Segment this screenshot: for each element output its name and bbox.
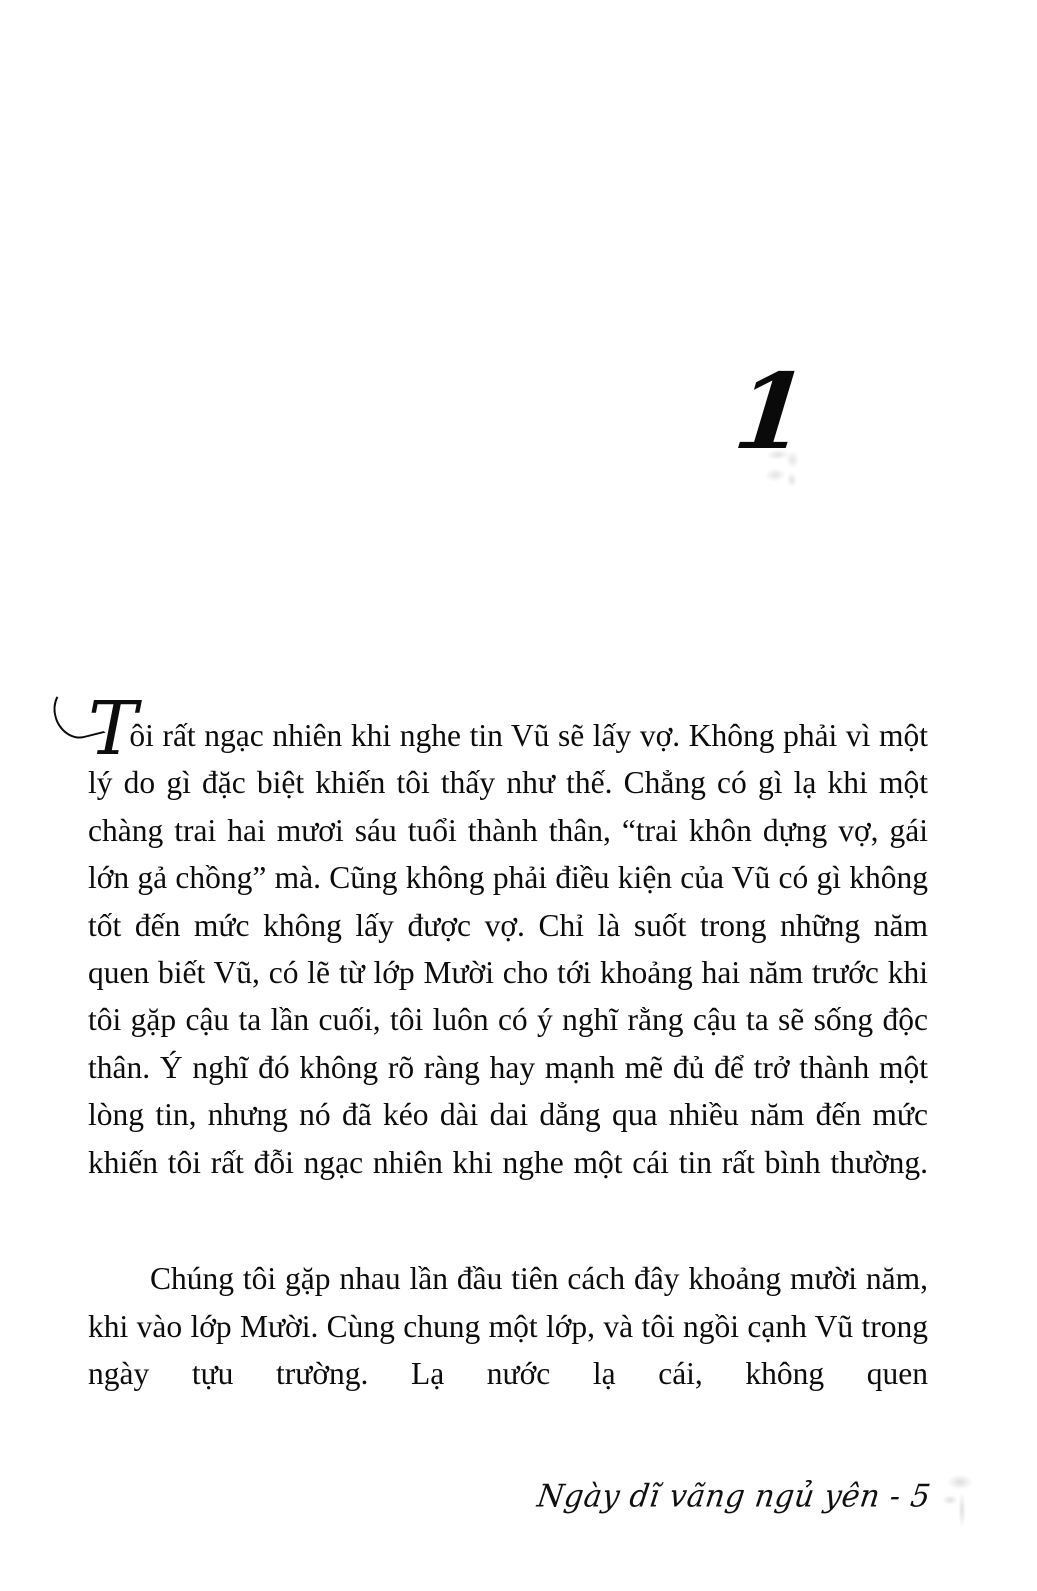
scan-smudge-artifact bbox=[938, 1466, 984, 1544]
running-title: Ngày dĩ vãng ngủ yên - 5 bbox=[535, 1478, 934, 1515]
chapter-heading bbox=[0, 350, 1037, 490]
page-footer bbox=[88, 1478, 934, 1515]
body-text bbox=[88, 686, 928, 1445]
paragraph-1: Tôi rất ngạc nhiên khi nghe tin Vũ sẽ lấy vợ. Không phải vì một lý do gì đặc biệt khiến tôi thấy như thế. Chẳng có gì lạ khi một chàng trai hai mươi sáu tuổi thành thân, “trai khôn dựng vợ, gái lớn gả chồng” mà. Cũng không phải điều kiện của Vũ có gì không tốt đến mức không lấy được vợ. Chỉ là suốt trong những năm quen biết Vũ, có lẽ từ lớp Mười cho tới khoảng hai năm trước khi tôi gặp cậu ta lần cuối, tôi luôn có ý nghĩ rằng cậu ta sẽ sống độc thân. Ý nghĩ đó không rõ ràng hay mạnh mẽ đủ để trở thành một lòng tin, nhưng nó đã kéo dài dai dẳng qua nhiều năm đến mức khiến tôi rất đỗi ngạc nhiên khi nghe một cái tin rất bình thường. bbox=[88, 686, 928, 1180]
paragraph-2-text: Chúng tôi gặp nhau lần đầu tiên cách đây khoảng mười năm, khi vào lớp Mười. Cùng chung một lớp, và tôi ngồi cạnh Vũ trong ngày tựu trường. Lạ nước lạ cái, không quen bbox=[88, 1261, 928, 1392]
chapter-number: 1 bbox=[728, 350, 812, 473]
paragraph-2 bbox=[88, 1255, 928, 1445]
scan-ghost-artifact bbox=[755, 442, 820, 496]
paragraph-1-text: ôi rất ngạc nhiên khi nghe tin Vũ sẽ lấy vợ. Không phải vì một lý do gì đặc biệt khiến tôi thấy như thế. Chẳng có gì lạ khi một chàng trai hai mươi sáu tuổi thành thân, “trai khôn dựng vợ, gái lớn gả chồng” mà. Cũng không phải điều kiện của Vũ có gì không tốt đến mức không lấy được vợ. Chỉ là suốt trong những năm quen biết Vũ, có lẽ từ lớp Mười cho tới khoảng hai năm trước khi tôi gặp cậu ta lần cuối, tôi luôn có ý nghĩ rằng cậu ta sẽ sống độc thân. Ý nghĩ đó không rõ ràng hay mạnh mẽ đủ để trở thành một lòng tin, nhưng nó đã kéo dài dai dẳng qua nhiều năm đến mức khiến tôi rất đỗi ngạc nhiên khi nghe một cái tin rất bình thường. bbox=[88, 718, 928, 1180]
